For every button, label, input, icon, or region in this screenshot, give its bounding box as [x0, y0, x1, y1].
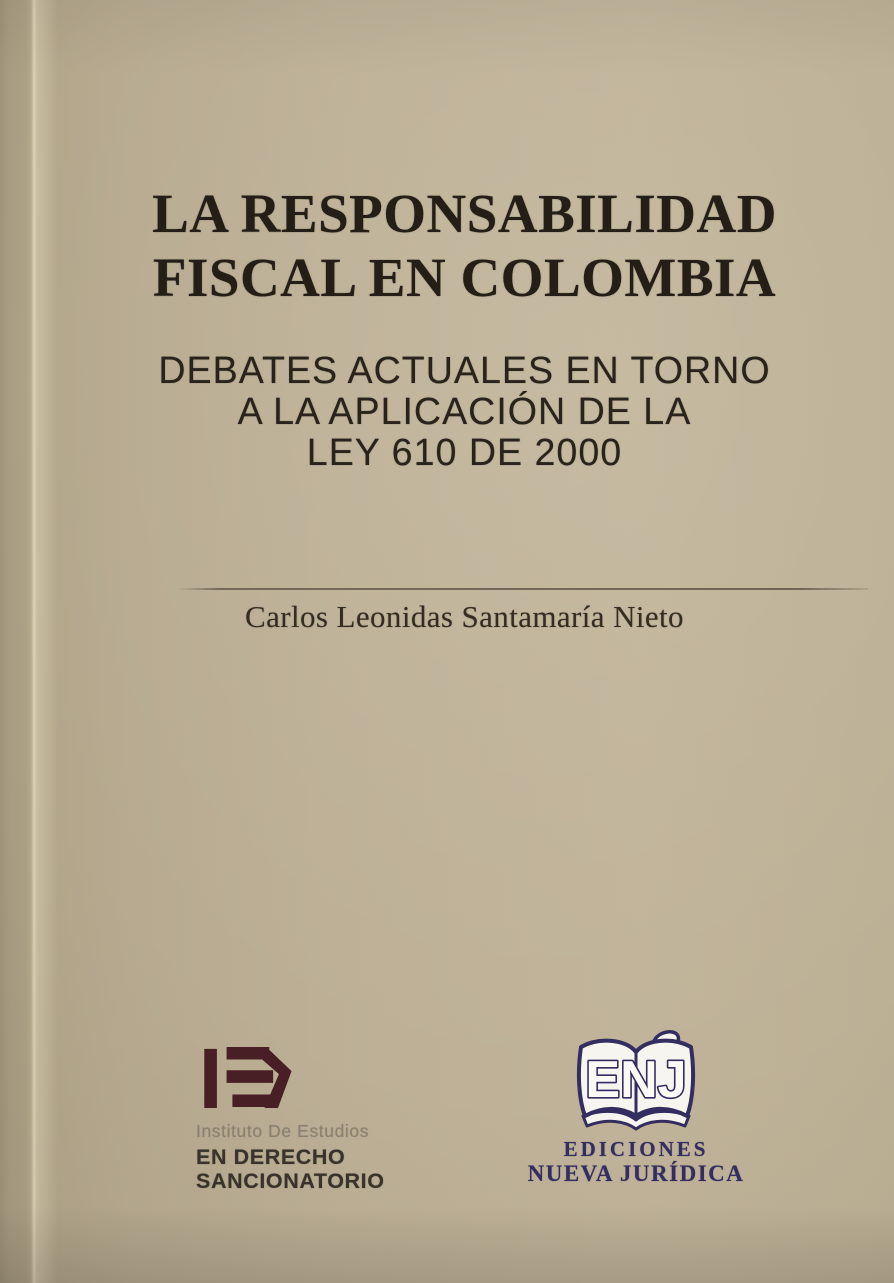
publisher-right-block	[500, 1028, 772, 1187]
publisher-right-line-2: NUEVA JURÍDICA	[527, 1161, 745, 1186]
publisher-left-line-1: Instituto De Estudios	[196, 1121, 370, 1141]
publisher-left-block	[196, 1045, 456, 1193]
book-title-line-2: FISCAL EN COLOMBIA	[152, 247, 777, 308]
publisher-right-line-1: EDICIONES	[563, 1137, 709, 1161]
book-subtitle	[39, 351, 889, 474]
publisher-left-line-2: EN DERECHO	[196, 1145, 346, 1169]
book-subtitle-line-3: LEY 610 DE 2000	[306, 432, 623, 474]
book-subtitle-line-1: DEBATES ACTUALES EN TORNO	[158, 350, 771, 392]
book-subtitle-line-2: A LA APLICACIÓN DE LA	[237, 391, 692, 433]
open-book-enj-icon	[568, 1028, 704, 1132]
ies-monogram-icon	[196, 1045, 295, 1109]
book-title-line-1: LA RESPONSABILIDAD	[152, 183, 777, 244]
author-name: Carlos Leonidas Santamaría Nieto	[245, 599, 684, 634]
publisher-left-line-3: SANCIONATORIO	[196, 1169, 385, 1193]
enj-letters: ENJ	[585, 1051, 687, 1109]
book-title	[35, 182, 894, 310]
author-divider-rule	[178, 588, 868, 590]
